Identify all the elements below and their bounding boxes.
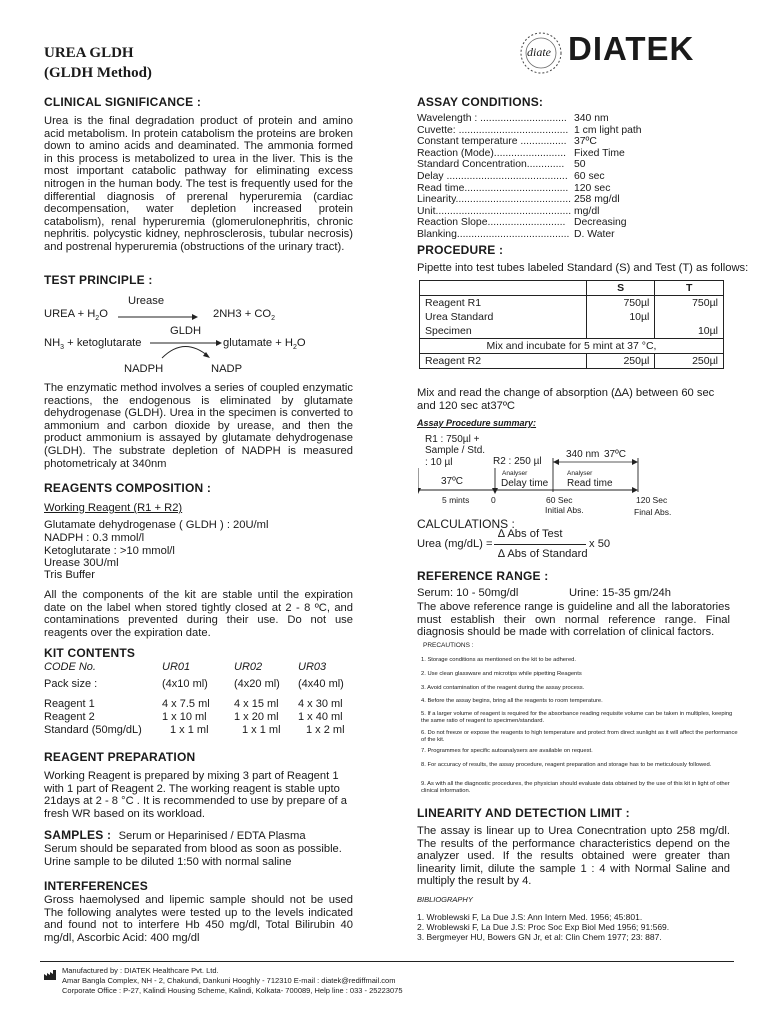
summary-r2: R2 : 250 µl [493, 456, 542, 467]
assay-key: Unit............................................... [417, 205, 572, 217]
procedure-intro: Pipette into test tubes labeled Standard (S) and Test (T) as follows: [417, 262, 749, 274]
assay-heading: ASSAY CONDITIONS: [417, 95, 544, 109]
summary-temp: 37ºC [604, 449, 626, 460]
prep-body: Working Reagent is prepared by mixing 3 part of Reagent 1 with 1 part of Reagent 2. The working reagent is stable upto 21days at 2 - 8 °C . It is recommended to use by prepare of a fresh WR based on its workload. [44, 770, 347, 820]
brand-seal [518, 30, 564, 76]
reaction2-left: $NH_3$ + ketoglutarate [44, 337, 142, 352]
calc-denominator: ∆ Abs of Standard [498, 548, 588, 560]
kit-cell: 1 x 40 ml [298, 711, 343, 723]
summary-wavelength: 340 nm [566, 449, 600, 460]
precaution-item: 2. Use clean glassware and microtips while pipetting Reagents [421, 671, 582, 677]
interferences-heading: INTERFERENCES [44, 879, 148, 893]
kit-row-label: Reagent 1 [44, 698, 95, 710]
document-title: UREA GLDH [44, 45, 134, 61]
brand-logo: DIATEK [568, 30, 695, 67]
assay-value: mg/dl [574, 205, 600, 217]
samples-heading-row [44, 826, 306, 844]
summary-r1: R1 : 750µl + [425, 434, 480, 445]
samples-subtitle: Serum or Heparinised / EDTA Plasma [118, 830, 306, 842]
assay-value: 37ºC [574, 136, 597, 148]
reference-heading: REFERENCE RANGE : [417, 569, 549, 583]
factory-icon [44, 967, 56, 977]
bibliography-item: 3. Bergmeyer HU, Bowers GN Jr, et al: Clin Chem 1977; 23: 887. [417, 932, 662, 942]
cell: 750µl [586, 296, 655, 311]
bibliography-title: BIBLIOGRAPHY [417, 895, 473, 904]
prep-heading: REAGENT PREPARATION [44, 750, 196, 764]
precaution-item: 8. For accuracy of results, the assay procedure, reagent preparation and storage has to be meticulously followed. [421, 762, 712, 768]
cell: 750µl [655, 296, 724, 311]
linearity-heading: LINEARITY AND DETECTION LIMIT : [417, 806, 630, 820]
clinical-heading: CLINICAL SIGNIFICANCE : [44, 95, 202, 109]
summary-read: Read time [567, 478, 613, 489]
kit-cell: 1 x 1 ml [170, 724, 209, 736]
kit-pack-label: Pack size : [44, 678, 98, 690]
footer-address: Amar Bangla Complex, NH - 2, Chakundi, Dankuni Hooghly - 712310 E-mail : diatek@rediffmail.com [62, 976, 396, 985]
kit-row-label: Reagent 2 [44, 711, 95, 723]
document-subtitle: (GLDH Method) [44, 65, 152, 81]
cell: 10µl [655, 324, 724, 339]
reference-body: The above reference range is guideline and all the laboratories must establish their own normal reference range. Final diagnosis should be made with correlation of clinical factors. [417, 601, 730, 639]
assay-key: Read time.................................... [417, 182, 569, 194]
summary-analyser1: Analyser [502, 470, 528, 477]
procedure-table [419, 280, 724, 369]
summary-volume: : 10 µl [425, 457, 453, 468]
precaution-item: 6. Do not freeze or expose the reagents to high temperature and protect from direct sunlight as it will affect the performance of the kit. [421, 730, 738, 743]
assay-value: 120 sec [574, 182, 611, 194]
assay-key: Reaction (Mode)......................... [417, 147, 566, 159]
reaction2-enzyme: GLDH [170, 325, 202, 337]
assay-value: 1 cm light path [574, 124, 642, 136]
summary-title: Assay Procedure summary: [417, 418, 537, 428]
assay-value: Fixed Time [574, 147, 625, 159]
assay-value: 258 mg/dl [574, 194, 620, 206]
reaction2-arrow [150, 334, 222, 360]
summary-t2: 0 [491, 495, 496, 505]
procedure-after: Mix and read the change of absorption (∆A) between 60 sec and 120 sec at37ºC [417, 387, 715, 412]
reagents-heading: REAGENTS COMPOSITION : [44, 481, 212, 495]
assay-value: D. Water [574, 228, 615, 240]
kit-code: UR03 [298, 661, 327, 673]
bibliography-item: 2. Wroblewski F, La Due J.S: Proc Soc Exp Biol Med 1956; 91:569. [417, 922, 670, 932]
cell: 250µl [586, 354, 655, 369]
kit-cell: 4 x 15 ml [234, 698, 279, 710]
precaution-item: 9. As with all the diagnostic procedures, the physician should evaluate data obtained by the use of this kit in light of other clinical information. [421, 781, 730, 794]
reagent-line: NADPH : 0.3 mmol/l [44, 532, 145, 544]
assay-key: Constant temperature ................ [417, 136, 567, 148]
reagent-line: Ketoglutarate : >10 mmol/l [44, 545, 175, 557]
precaution-item: 7. Programmes for specific autoanalysers are available on request. [421, 748, 593, 754]
cofactor-nadp: NADP [211, 363, 243, 375]
seal-text: diate [527, 45, 551, 59]
principle-body: The enzymatic method involves a series of coupled enzymatic reactions, the endogenous is eliminated by glutamate dehydrogenase (GLDH). Urea in the specimen is converted to ammonium and carbon dioxide by urease, and then the product ammonium is assayed by glutamate dehydrogenase (GLDH). The substrate depletion of NADPH is measured photometricaly at 340nm [44, 382, 353, 470]
kit-pack: (4x40 ml) [298, 678, 344, 690]
kit-cell: 4 x 7.5 ml [162, 698, 210, 710]
footer-divider [40, 961, 734, 962]
row-label: Specimen [420, 324, 587, 339]
kit-code: UR01 [162, 661, 191, 673]
row-label: Reagent R2 [420, 354, 587, 369]
col-standard: S [586, 281, 655, 296]
assay-key: Blanking....................................... [417, 228, 570, 240]
assay-value: 50 [574, 159, 586, 171]
reagents-stability: All the components of the kit are stable until the expiration date on the label when stored tightly closed at 2 - 8 ºC, and contaminations prevented during their use. Do not use reagents over the expiration date. [44, 589, 353, 639]
precautions-title: PRECAUTIONS : [423, 642, 474, 649]
reaction1-right: $2NH3 + CO_2$ [213, 308, 276, 323]
cell: 250µl [655, 354, 724, 369]
summary-timeline [418, 448, 688, 496]
summary-t3: 60 Sec [546, 495, 573, 505]
summary-t3b: Initial Abs. [545, 505, 584, 515]
summary-t4: 120 Sec [636, 495, 668, 505]
reagent-line: Urease 30U/ml [44, 557, 119, 569]
cell: 10µl [586, 310, 655, 324]
bibliography-item: 1. Wroblewski F, La Due J.S: Ann Intern Med. 1956; 45:801. [417, 912, 643, 922]
samples-line: Serum should be separated from blood as soon as possible. [44, 843, 342, 855]
procedure-heading: PROCEDURE : [417, 243, 504, 257]
calc-fraction-bar [494, 544, 586, 545]
samples-line: Urine sample to be diluted 1:50 with normal saline [44, 856, 292, 868]
summary-t4b: Final Abs. [634, 507, 672, 517]
working-reagent-title: Working Reagent (R1 + R2) [44, 502, 183, 514]
clinical-body: Urea is the final degradation product of protein and amino acid metabolism. In protein catabolism the proteins are broken down to amino acids and deaminated. The ammonia formed in this process is metabolized to urea in the liver. This is the most important catabolic pathway for eliminating excess nitrogen in the human body. The test is frequently used for the differential diagnosis of prerenal hyperuremia (cardiac decompensation, water depletion increased protein catabolism), renal hyperuremia (glomerulonephritis, chronic nephritis. polycystic kidney, nephrosclerosis, tubular necrosis) and postrenal hyperuremia (obstructions of the urinary tract). [44, 115, 353, 253]
assay-value: 340 nm [574, 113, 609, 124]
reference-urine: Urine: 15-35 gm/24h [569, 587, 671, 599]
kit-code-label: CODE No. [44, 661, 96, 673]
kit-pack: (4x20 ml) [234, 678, 280, 690]
kit-row-label: Standard (50mg/dL) [44, 724, 142, 736]
reagent-line: Tris Buffer [44, 569, 95, 581]
kit-code: UR02 [234, 661, 263, 673]
kit-pack: (4x10 ml) [162, 678, 208, 690]
calc-multiplier: x 50 [589, 538, 611, 550]
footer-manufacturer: Manufactured by : DIATEK Healthcare Pvt. Ltd. [62, 966, 219, 975]
principle-heading: TEST PRINCIPLE : [44, 273, 153, 287]
reference-serum: Serum: 10 - 50mg/dl [417, 587, 519, 599]
assay-key: Delay .......................................... [417, 170, 568, 182]
mix-row: Mix and incubate for 5 mint at 37 °C, [420, 339, 724, 354]
cofactor-nadph: NADPH [124, 363, 164, 375]
summary-sample: Sample / Std. [425, 445, 486, 456]
assay-key: Cuvette: ...................................... [417, 124, 569, 136]
precaution-item: 3. Avoid contamination of the reagent during the assay process. [421, 685, 585, 691]
row-label: Reagent R1 [420, 296, 587, 311]
assay-value: Decreasing [574, 217, 627, 229]
col-test: T [655, 281, 724, 296]
reagent-line: Glutamate dehydrogenase ( GLDH ) : 20U/ml [44, 519, 269, 531]
linearity-body: The assay is linear up to Urea Conecntration upto 258 mg/dl. The results of the performance characteristics depend on the analyzer used. If the results obtained were greater than linearity limit, dilute the sample 1 : 4 with Normal Saline and multiply the result by 4. [417, 825, 730, 888]
precaution-item: 4. Before the assay begins, bring all the reagents to room temperature. [421, 698, 603, 704]
kit-table [44, 661, 345, 737]
calc-heading: CALCULATIONS : [417, 517, 515, 531]
summary-temp2: 37ºC [441, 476, 463, 487]
assay-key: Linearity........................................ [417, 194, 571, 206]
summary-t1: 5 mints [442, 495, 470, 505]
assay-key: Reaction Slope........................... [417, 217, 566, 229]
reaction2-right: glutamate + $H_2O$ [223, 337, 306, 352]
summary-analyser2: Analyser [567, 470, 593, 477]
reaction1-arrow [118, 309, 198, 319]
calc-lhs: Urea (mg/dL) = [417, 538, 493, 550]
precaution-item: 5. If a larger volume of reagent is required for the absorbance reading requisite volume can be taken in multiples, keeping the same ratio of reagent to specimen/standard. [421, 711, 733, 724]
summary-delay: Delay time [501, 478, 549, 489]
samples-heading: SAMPLES : [44, 828, 112, 842]
kit-cell: 1 x 2 ml [306, 724, 345, 736]
row-label: Urea Standard [420, 310, 587, 324]
kit-cell: 1 x 20 ml [234, 711, 279, 723]
reaction1-left: UREA + $H_2O$ [44, 308, 108, 323]
interferences-body: Gross haemolysed and lipemic sample should not be used The following analytes were tested up to the levels indicated and found not to interfere Hb 450 mg/dl, Total Bilirubin 40 mg/dl, Ascorbic Acid: 400 mg/dl [44, 894, 353, 944]
kit-cell: 4 x 30 ml [298, 698, 343, 710]
assay-key: Standard Concentration............. [417, 159, 565, 171]
kit-heading: KIT CONTENTS [44, 646, 136, 660]
reaction1-enzyme: Urease [128, 295, 165, 307]
precaution-item: 1. Storage conditions as mentioned on the kit to be adhered. [421, 657, 577, 663]
kit-cell: 1 x 10 ml [162, 711, 207, 723]
footer-office: Corporate Office : P-27, Kalindi Housing Scheme, Kalindi, Kolkata- 700089, Help line : 033 - 25223075 [62, 986, 403, 995]
calc-numerator: ∆ Abs of Test [498, 528, 563, 540]
assay-conditions-table [417, 113, 642, 241]
kit-cell: 1 x 1 ml [242, 724, 281, 736]
assay-key: Wavelength : .............................. [417, 113, 567, 124]
assay-value: 60 sec [574, 170, 605, 182]
